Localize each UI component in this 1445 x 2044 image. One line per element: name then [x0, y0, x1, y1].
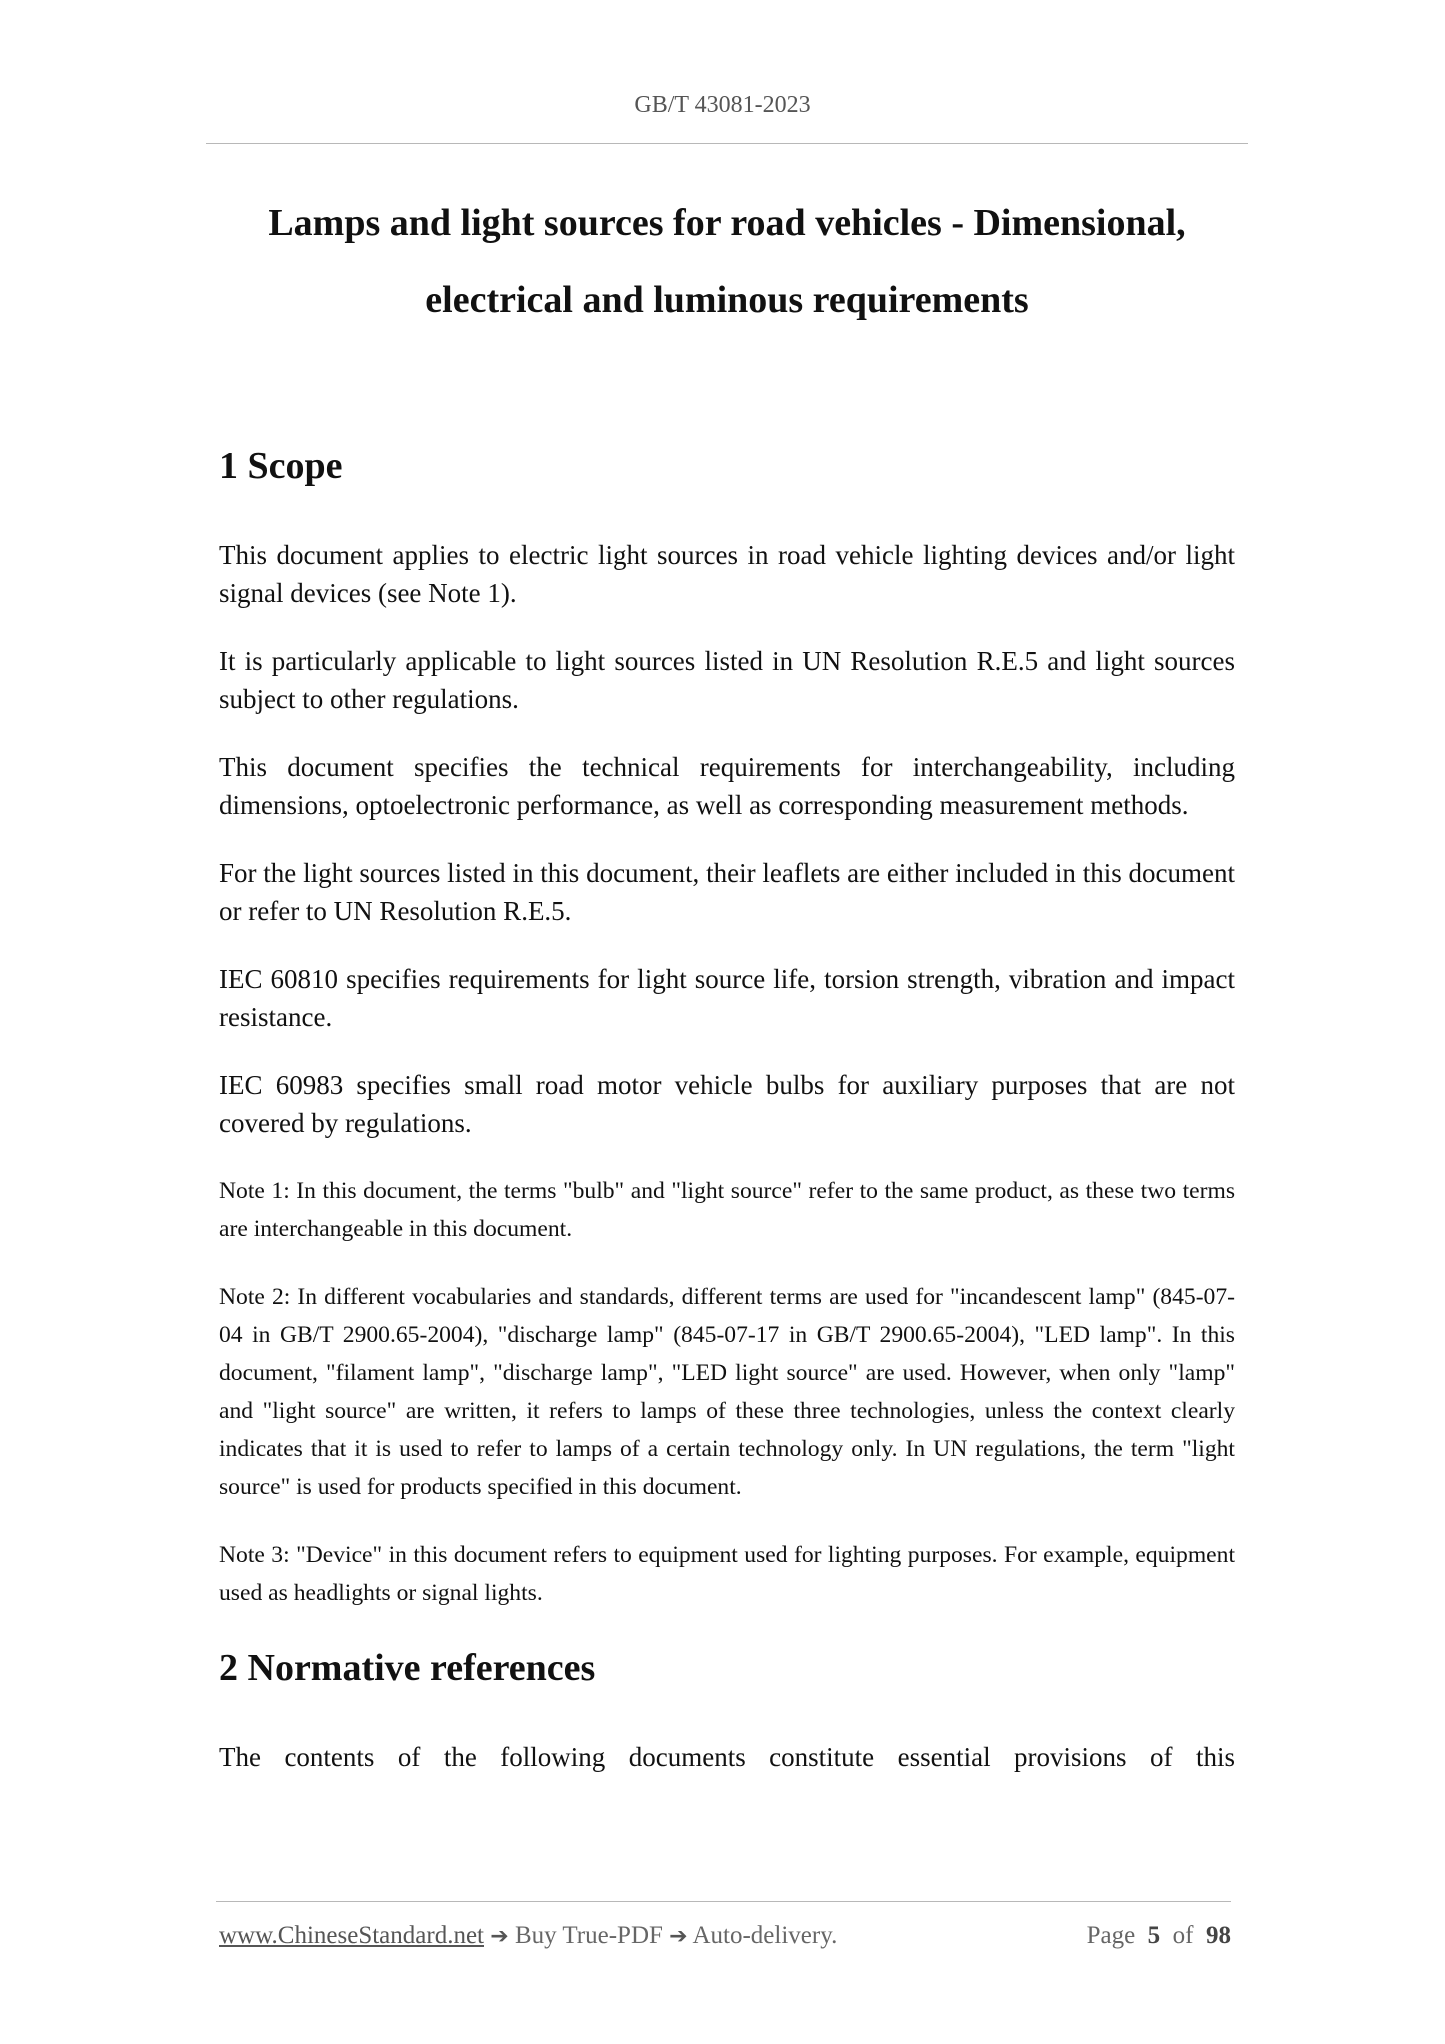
document-body: [219, 436, 1235, 1776]
scope-note-3: Note 3: "Device" in this document refers to equipment used for lighting purposes. For example, equipment used as headlights or signal lights.: [219, 1542, 1235, 1606]
chinese-standard-link[interactable]: www.ChineseStandard.net: [219, 1922, 484, 1949]
footer-buy-text: Buy True-PDF: [514, 1922, 663, 1949]
arrow-right-icon: ➔: [669, 1924, 688, 1949]
scope-paragraph: IEC 60810 specifies requirements for light source life, torsion strength, vibration and impact resistance.: [219, 964, 1235, 1032]
footer-delivery-text: Auto-delivery.: [692, 1922, 838, 1949]
document-title-line-1: Lamps and light sources for road vehicles - Dimensional,: [268, 202, 1186, 244]
scope-paragraph: This document specifies the technical requirements for interchangeability, including dimensions, optoelectronic performance, as well as corresponding measurement methods.: [219, 752, 1235, 820]
page-current: 5: [1147, 1922, 1161, 1949]
document-title-line-2: electrical and luminous requirements: [425, 279, 1029, 321]
header-document-code: GB/T 43081-2023: [634, 92, 811, 118]
scope-paragraph: It is particularly applicable to light sources listed in UN Resolution R.E.5 and light sources subject to other regulations.: [219, 646, 1235, 714]
scope-note-1: Note 1: In this document, the terms "bulb" and "light source" refer to the same product, as these two terms are interchangeable in this document.: [219, 1178, 1235, 1242]
normative-references-paragraph: The contents of the following documents constitute essential provisions of this: [219, 1742, 1235, 1772]
header-divider: [206, 143, 1248, 144]
page-number: [1087, 1922, 1231, 1950]
page-total: 98: [1206, 1922, 1231, 1949]
arrow-right-icon: ➔: [490, 1924, 509, 1949]
scope-paragraph: This document applies to electric light sources in road vehicle lighting devices and/or light signal devices (see Note 1).: [219, 540, 1235, 608]
scope-note-2: Note 2: In different vocabularies and standards, different terms are used for "incandescent lamp" (845-07-04 in GB/T 2900.65-2004), "discharge lamp" (845-07-17 in GB/T 2900.65-2004), "LED lamp". In this document, "filament lamp", "discharge lamp", "LED light source" are used. However, when only "lamp" and "light source" are written, it refers to lamps of these three technologies, unless the context clearly indicates that it is used to refer to lamps of a certain technology only. In UN regulations, the term "light source" is used for products specified in this document.: [219, 1284, 1235, 1500]
section-heading-normative-references: 2 Normative references: [219, 1647, 596, 1689]
page-word: Page: [1086, 1922, 1136, 1949]
scope-paragraph: IEC 60983 specifies small road motor vehicle bulbs for auxiliary purposes that are not covered by regulations.: [219, 1070, 1235, 1138]
document-title: [206, 185, 1248, 339]
page-footer: [219, 1922, 1231, 1950]
footer-divider: [216, 1901, 1231, 1902]
scope-paragraph: For the light sources listed in this document, their leaflets are either included in this document or refer to UN Resolution R.E.5.: [219, 858, 1235, 926]
section-heading-scope: 1 Scope: [219, 445, 343, 487]
page-of-word: of: [1172, 1922, 1194, 1949]
